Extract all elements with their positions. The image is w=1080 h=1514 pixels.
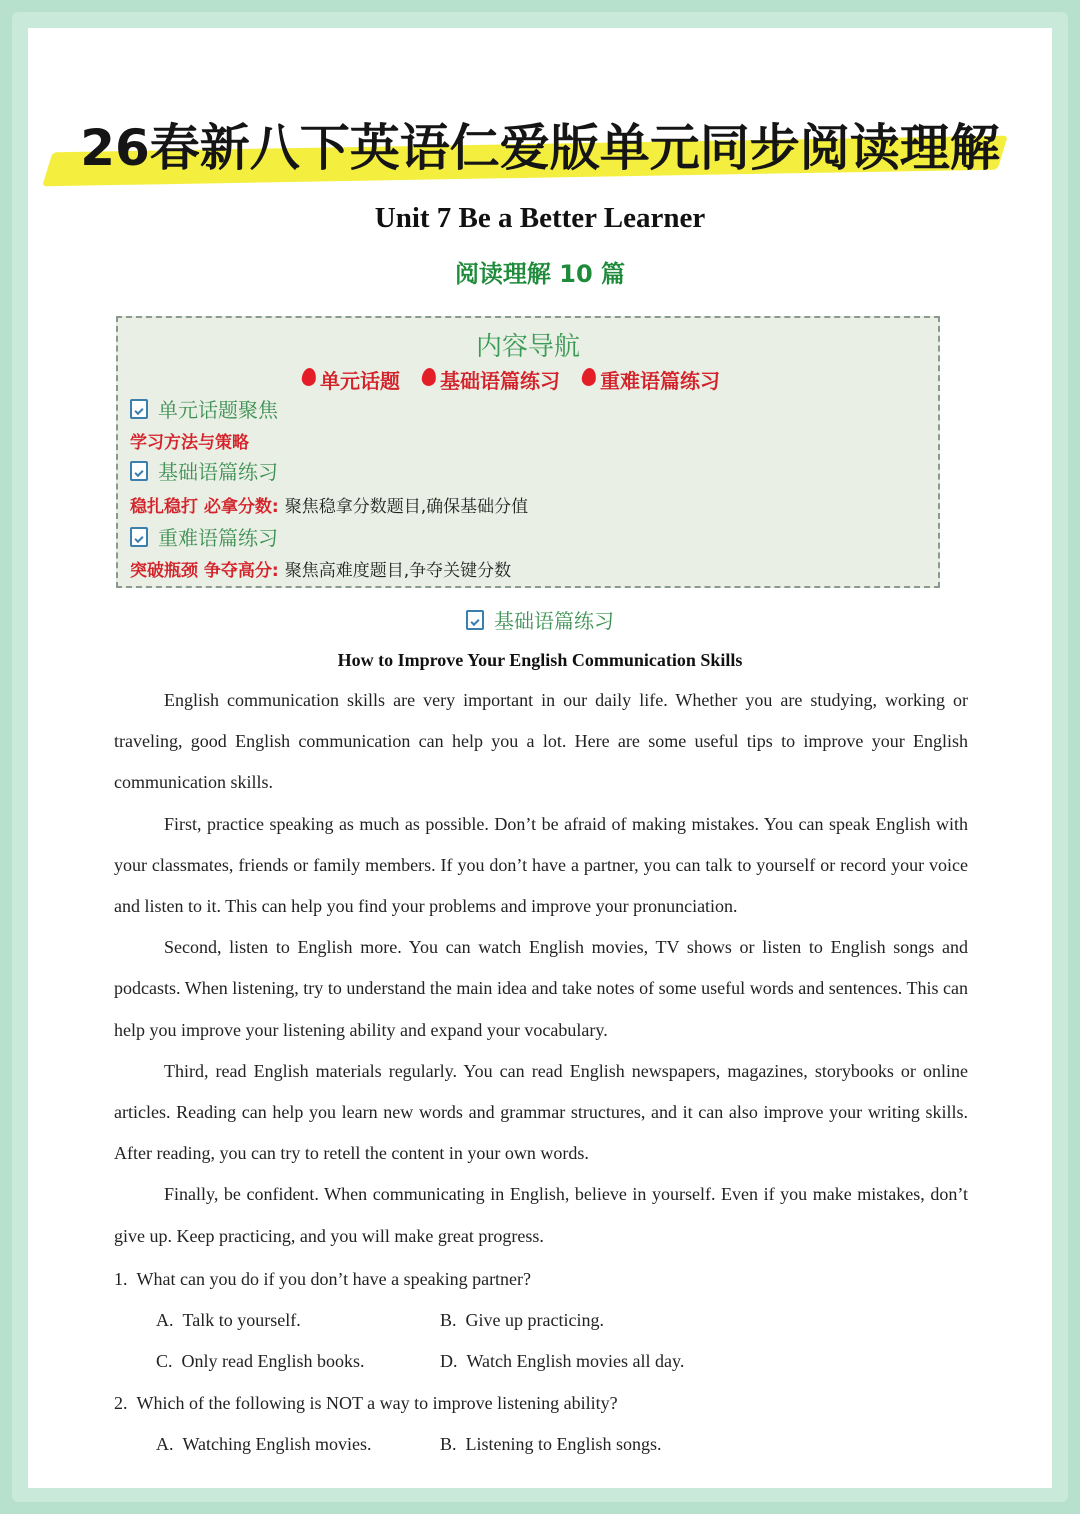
nav-note-row [130,556,511,581]
nav-section-label: 基础语篇练习 [158,460,278,484]
nav-chip-unit-topic[interactable] [302,365,400,394]
nav-section-hard[interactable] [130,522,278,551]
worksheet-page [28,28,1052,1488]
section-heading [28,605,1052,634]
title-banner [28,106,1052,190]
passage-title: How to Improve Your English Communication Skills [337,650,743,670]
nav-note-row [130,492,528,517]
answer-option[interactable]: C. Only read English books. [156,1351,365,1372]
option-row [114,1341,968,1382]
answer-option[interactable]: B. Listening to English songs. [440,1433,662,1454]
document-check-icon [130,461,148,481]
nav-chip-basic-practice[interactable] [422,365,560,394]
document-check-icon [466,610,484,630]
reading-passage [114,680,968,1257]
document-check-icon [130,399,148,419]
document-check-icon [130,527,148,547]
option-row [114,1424,968,1465]
chip-label: 重难语篇练习 [600,368,720,393]
passage-paragraph: Third, read English materials regularly. You can read English newspapers, magazines, storybooks or online articles. Reading can help you learn new words and grammar structures, and it can also improve your writing skills. After reading, you can try to retell the content in your own words. [114,1060,968,1164]
nav-chip-row [302,364,720,394]
chip-label: 单元话题 [320,368,400,393]
passage-paragraph: Finally, be confident. When communicating in English, believe in yourself. Even if you make mistakes, don’t give up. Keep practicing, and you will make great progress. [114,1184,968,1246]
answer-option[interactable]: A. Watching English movies. [156,1433,372,1454]
passage-paragraph: Second, listen to English more. You can watch English movies, TV shows or listen to English songs and podcasts. When listening, try to understand the main idea and take notes of some useful words and sentences. This can help you improve your listening ability and expand your vocabulary. [114,937,968,1040]
nav-note-row [130,428,249,453]
answer-option[interactable]: A. Talk to yourself. [156,1310,301,1331]
nav-section-label: 重难语篇练习 [158,526,278,550]
nav-note-red: 突破瓶颈 争夺高分: [130,561,279,581]
unit-title: Unit 7 Be a Better Learner [374,202,706,234]
answer-option[interactable]: D. Watch English movies all day. [440,1351,685,1372]
section-heading-label: 基础语篇练习 [494,609,614,633]
nav-note-plain: 聚焦高难度题目,争夺关键分数 [284,561,512,581]
nav-note-plain: 聚焦稳拿分数题目,确保基础分值 [284,497,529,517]
nav-chip-hard-practice[interactable] [582,365,720,394]
passage-paragraph: English communication skills are very important in our daily life. Whether you are studying, working or traveling, good English communication can help you a lot. Here are some useful tips to improve your English communication skills. [114,690,968,793]
nav-note-red: 稳扎稳打 必拿分数: [130,497,279,517]
nav-note-red: 学习方法与策略 [130,433,249,453]
main-title: 26春新八下英语仁爱版单元同步阅读理解 [80,119,1000,177]
fire-icon [301,367,317,387]
chip-label: 基础语篇练习 [440,368,560,393]
fire-icon [421,367,437,387]
option-row [114,1300,968,1341]
question-stem: 1. What can you do if you don’t have a speaking partner? [114,1269,532,1289]
sub-title: 阅读理解 10 篇 [454,260,626,288]
fire-icon [581,367,597,387]
answer-option[interactable]: B. Give up practicing. [440,1310,604,1331]
nav-heading: 内容导航 [475,332,580,362]
passage-paragraph: First, practice speaking as much as possible. Don’t be afraid of making mistakes. You can speak English with your classmates, friends or family members. If you don’t have a partner, you can talk to yourself or record your voice and listen to it. This can help you find your problems and improve your pronunciation. [114,813,968,917]
content-navigation-box [116,316,940,588]
nav-section-unit-topic[interactable] [130,394,278,423]
question-stem: 2. Which of the following is NOT a way to improve listening ability? [114,1392,618,1413]
nav-section-basic[interactable] [130,456,278,485]
question-list [114,1259,968,1465]
nav-section-label: 单元话题聚焦 [158,398,278,422]
